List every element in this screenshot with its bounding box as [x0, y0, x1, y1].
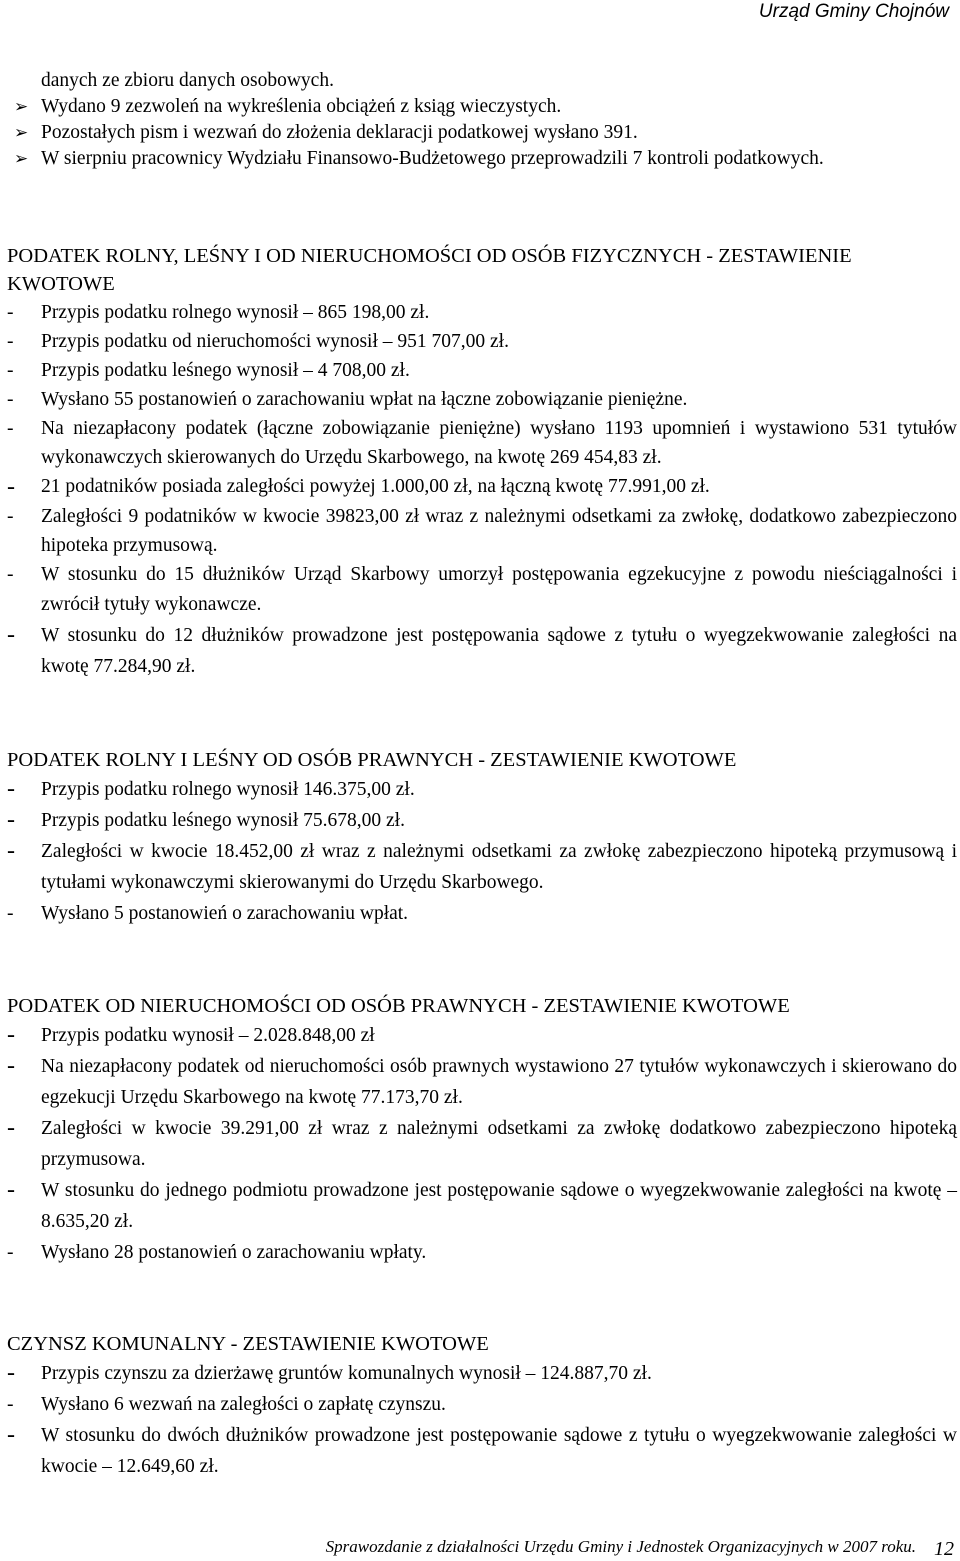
- list-item-text: Na niezapłacony podatek (łączne zobowiązanie pieniężne) wysłano 1193 upomnień i wystawiono 531 tytułów wykonawczych skierowanych do Urzędu Skarbowego, na kwotę 269 454,83 zł.: [41, 418, 957, 468]
- dash-marker: -: [7, 564, 14, 585]
- list-item: [7, 414, 957, 472]
- list-item: [7, 1358, 957, 1389]
- list-item-text: 21 podatników posiada zaległości powyżej 1.000,00 zł, na łączną kwotę 77.991,00 zł.: [41, 476, 710, 497]
- list-item-text: Wysłano 5 postanowień o zarachowaniu wpłat.: [41, 903, 409, 924]
- dash-marker: -: [7, 1360, 15, 1386]
- section-osoby-fizyczne: [7, 242, 957, 682]
- bullet-item: [7, 94, 957, 120]
- list-item: [7, 327, 957, 356]
- footer-text: Sprawozdanie z działalności Urzędu Gminy i Jednostek Organizacyjnych w 2007 roku.: [325, 1537, 916, 1556]
- list-item: [7, 385, 957, 414]
- list-item: [7, 298, 957, 327]
- list-item-text: Zaległości 9 podatników w kwocie 39823,00 zł wraz z należnymi odsetkami za zwłokę, dodatkowo zabezpieczono hipoteka przymusową.: [41, 506, 957, 556]
- arrow-bullet-icon: ➢: [14, 123, 29, 142]
- list-item: [7, 898, 957, 929]
- list-item: [7, 502, 957, 560]
- dash-marker: -: [7, 807, 15, 833]
- list-item-text: W stosunku do 12 dłużników prowadzone jest postępowania sądowe z tytułu o wyegzekwowanie zaległości na kwotę 77.284,90 zł.: [41, 625, 957, 677]
- list-item: [7, 805, 957, 836]
- arrow-bullet-icon: ➢: [14, 149, 29, 168]
- dash-marker: -: [7, 838, 15, 864]
- list-item-text: Zaległości w kwocie 18.452,00 zł wraz z należnymi odsetkami za zwłokę zabezpieczono hipoteką przymusową i tytułami wykonawczymi skierowanymi do Urzędu Skarbowego.: [41, 841, 957, 893]
- continuation-text: danych ze zbioru danych osobowych.: [41, 70, 334, 91]
- dash-marker: -: [7, 903, 14, 924]
- dash-marker: -: [7, 331, 14, 352]
- list-item-text: Przypis podatku wynosił – 2.028.848,00 zł: [41, 1025, 375, 1046]
- dash-marker: -: [7, 1242, 14, 1263]
- list-item-text: Wysłano 28 postanowień o zarachowaniu wpłaty.: [41, 1242, 427, 1263]
- section-nieruchomosci-prawne: [7, 992, 957, 1268]
- list-item: [7, 472, 957, 502]
- dash-marker: -: [7, 1022, 15, 1048]
- list-item-text: Przypis podatku rolnego wynosił – 865 198,00 zł.: [41, 302, 430, 323]
- dash-marker: -: [7, 1177, 15, 1203]
- dash-marker: -: [7, 622, 15, 648]
- list-item: [7, 560, 957, 620]
- dash-marker: -: [7, 474, 15, 500]
- list-item-text: Wysłano 6 wezwań na zaległości o zapłatę czynszu.: [41, 1394, 446, 1415]
- section-heading: PODATEK ROLNY, LEŚNY I OD NIERUCHOMOŚCI OD OSÓB FIZYCZNYCH - ZESTAWIENIE KWOTOWE: [7, 245, 852, 295]
- bullet-text: W sierpniu pracownicy Wydziału Finansowo-Budżetowego przeprowadzili 7 kontroli podatkowych.: [41, 148, 824, 169]
- bullet-item: [7, 120, 957, 146]
- section-heading: PODATEK OD NIERUCHOMOŚCI OD OSÓB PRAWNYCH - ZESTAWIENIE KWOTOWE: [7, 995, 790, 1017]
- list-item-text: Wysłano 55 postanowień o zarachowaniu wpłat na łączne zobowiązanie pieniężne.: [41, 389, 688, 410]
- dash-marker: -: [7, 776, 15, 802]
- bullet-item: [7, 146, 957, 172]
- list-item-text: Przypis podatku leśnego wynosił 75.678,00 zł.: [41, 810, 405, 831]
- page-header: Urząd Gminy Chojnów: [758, 1, 949, 22]
- page-number: 12: [934, 1538, 954, 1560]
- section-rolny-lesny-prawne: [7, 746, 957, 929]
- dash-marker: -: [7, 389, 14, 410]
- intro-block: [7, 68, 957, 172]
- list-item: [7, 1389, 957, 1420]
- dash-marker: -: [7, 360, 14, 381]
- dash-marker: -: [7, 1053, 15, 1079]
- list-item-text: Przypis podatku rolnego wynosił 146.375,00 zł.: [41, 779, 415, 800]
- list-item-text: W stosunku do 15 dłużników Urząd Skarbowy umorzył postępowania egzekucyjne z powodu nieściągalności i zwrócił tytuły wykonawcze.: [41, 564, 957, 615]
- list-item: [7, 1051, 957, 1113]
- list-item: [7, 1113, 957, 1175]
- bullet-text: Pozostałych pism i wezwań do złożenia deklaracji podatkowej wysłano 391.: [41, 122, 638, 143]
- list-item-text: W stosunku do jednego podmiotu prowadzone jest postępowanie sądowe o wyegzekwowanie zaległości na kwotę – 8.635,20 zł.: [41, 1180, 957, 1232]
- list-item: [7, 356, 957, 385]
- bullet-text: Wydano 9 zezwoleń na wykreślenia obciążeń z ksiąg wieczystych.: [41, 96, 562, 117]
- dash-marker: -: [7, 1394, 14, 1415]
- dash-marker: -: [7, 506, 14, 527]
- list-item: [7, 1175, 957, 1237]
- list-item: [7, 774, 957, 805]
- section-czynsz-komunalny: [7, 1330, 957, 1482]
- list-item: [7, 1420, 957, 1482]
- list-item-text: W stosunku do dwóch dłużników prowadzone jest postępowanie sądowe z tytułu o wyegzekwowanie zaległości w kwocie – 12.649,60 zł.: [41, 1425, 957, 1477]
- list-item-text: Zaległości w kwocie 39.291,00 zł wraz z należnymi odsetkami za zwłokę dodatkowo zabezpieczono hipoteką przymusowa.: [41, 1118, 957, 1170]
- section-heading: CZYNSZ KOMUNALNY - ZESTAWIENIE KWOTOWE: [7, 1333, 489, 1355]
- section-heading: PODATEK ROLNY I LEŚNY OD OSÓB PRAWNYCH - ZESTAWIENIE KWOTOWE: [7, 749, 737, 771]
- list-item: [7, 1237, 957, 1268]
- arrow-bullet-icon: ➢: [14, 97, 29, 116]
- dash-marker: -: [7, 302, 14, 323]
- list-item: [7, 836, 957, 898]
- dash-marker: -: [7, 1115, 15, 1141]
- list-item: [7, 620, 957, 682]
- list-item-text: Przypis podatku leśnego wynosił – 4 708,00 zł.: [41, 360, 410, 381]
- list-item: [7, 1020, 957, 1051]
- list-item-text: Przypis czynszu za dzierżawę gruntów komunalnych wynosił – 124.887,70 zł.: [41, 1363, 652, 1384]
- list-item-text: Na niezapłacony podatek od nieruchomości osób prawnych wystawiono 27 tytułów wykonawczych i skierowano do egzekucji Urzędu Skarbowego na kwotę 77.173,70 zł.: [41, 1056, 957, 1108]
- dash-marker: -: [7, 418, 14, 439]
- list-item-text: Przypis podatku od nieruchomości wynosił – 951 707,00 zł.: [41, 331, 509, 352]
- dash-marker: -: [7, 1422, 15, 1448]
